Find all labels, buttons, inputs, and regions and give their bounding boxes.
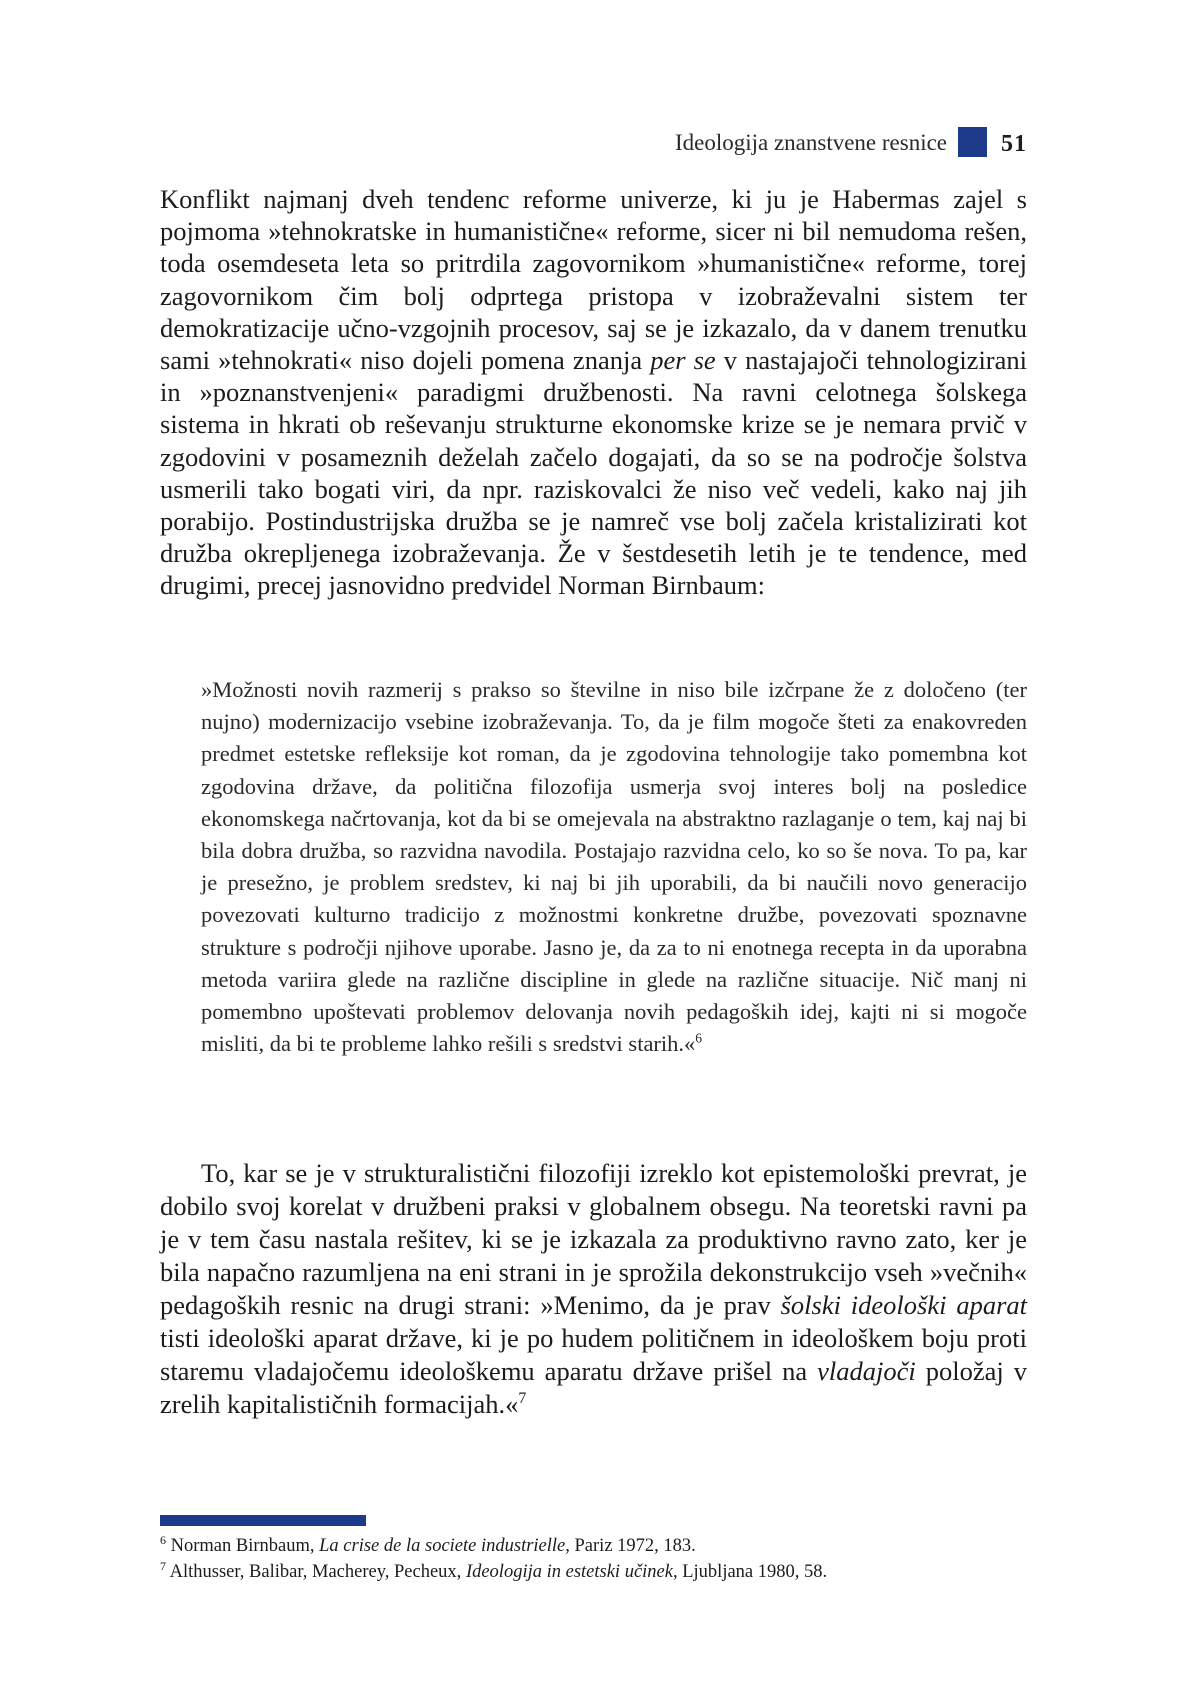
emphasis-dominant: vladajoči	[817, 1356, 916, 1386]
quote-text: »Možnosti novih razmerij s prakso so številne in niso bile izčrpane že z določeno (ter nujno) modernizacijo vsebine izobraževanja. To, da je film mogoče šteti za enakovreden predmet estetske refleksije kot roman, da je zgodovina tehnologije tako pomembna kot zgodovina države, da politična filozofija usmerja svoj interes bolj na posledice ekonomskega načrtovanja, kot da bi se omejevala na abstraktno razlaganje o tem, kaj naj bi bila dobra družba, so razvidna navodila. Postajajo razvidna celo, ko so še nova. To pa, kar je presežno, je problem sredstev, ki naj bi jih uporabili, da bi naučili novo generacijo povezovati kulturno tradicijo z možnostmi konkretne družbe, povezovati spoznavne strukture s področji njihove uporabe. Jasno je, da za to ni enotnega recepta in da uporabna metoda variira glede na različne discipline in glede na različne situacije. Nič manj ni pomembno upoštevati problemov delovanja novih pedagoških idej, kajti ni si mogoče misliti, da bi te probleme lahko rešili s sredstvi starih.«	[201, 677, 1027, 1057]
page-number: 51	[1001, 131, 1027, 157]
paragraph-1-text-a: Konflikt najmanj dveh tendenc reforme univerze, ki ju je Habermas zajel s pojmoma »tehnokratske in humanistične« reforme, sicer ni bil nemudoma rešen, toda osemdeseta leta so pritrdila zagovornikom »humanistične« reforme, torej zagovornikom čim bolj odprtega pristopa v izobraževalni sistem ter demokratizacije učno-vzgojnih procesov, saj se je izkazalo, da v danem trenutku sami »tehnokrati« niso dojeli pomena znanja	[160, 184, 1027, 376]
footnote-7	[160, 1559, 1027, 1585]
footnote-ref-6: 6	[695, 1030, 703, 1046]
body-paragraph-2	[160, 1157, 1027, 1421]
paragraph-1-text-b: v nastajajoči tehnologizirani in »poznanstvenjeni« paradigmi družbenosti. Na ravni celotnega šolskega sistema in hkrati ob reševanju strukturne ekonomske krize se je nemara prvič v zgodovini v posameznih deželah začelo dogajati, da so se na področje šolstva usmerili tako bogati viri, da npr. raziskovalci že niso več vedeli, kako naj jih porabijo. Postindustrijska družba se je namreč vse bolj začela kristalizirati kot družba okrepljenega izobraževanja. Že v šestdesetih letih je te tendence, med drugimi, precej jasnovidno predvidel Norman Birnbaum:	[160, 345, 1028, 601]
footnotes	[160, 1533, 1027, 1585]
emphasis-school-apparatus: šolski ideološki aparat	[780, 1290, 1027, 1320]
footnote-title: La crise de la societe industrielle	[319, 1536, 566, 1556]
footnote-author: Althusser, Balibar, Macherey, Pecheux,	[169, 1562, 466, 1582]
footnote-author: Norman Birnbaum,	[170, 1536, 320, 1556]
paragraph-2-text-c: položaj v zrelih kapitalističnih formacijah.«	[160, 1356, 1028, 1419]
block-quote	[201, 674, 1027, 1060]
body-paragraph-1	[160, 183, 1027, 602]
emphasis-per-se: per se	[650, 345, 716, 376]
footnote-number: 6	[160, 1532, 167, 1547]
footnote-details: , Ljubljana 1980, 58.	[672, 1562, 828, 1582]
footnote-number: 7	[160, 1558, 167, 1573]
paragraph-2-text-a: To, kar se je v strukturalistični filozofiji izreklo kot epistemološki prevrat, je dobilo svoj korelat v družbeni praksi v globalnem obsegu. Na teoretski ravni pa je v tem času nastala rešitev, ki se je izkazala za produktivno ravno zato, ker je bila napačno razumljena na eni strani in je sprožila dekonstrukcijo vseh »večnih« pedagoških resnic na drugi strani: »Menimo, da je prav	[160, 1158, 1027, 1320]
footnote-details: , Pariz 1972, 183.	[565, 1536, 696, 1556]
header-accent-square	[958, 127, 987, 157]
footnote-6	[160, 1533, 1027, 1559]
footnote-ref-7: 7	[518, 1390, 527, 1408]
footnote-separator	[160, 1515, 366, 1526]
running-header	[0, 127, 1187, 167]
footnote-title: Ideologija in estetski učinek	[465, 1562, 673, 1582]
running-title: Ideologija znanstvene resnice	[674, 130, 947, 155]
paragraph-2-text-b: tisti ideološki aparat države, ki je po hudem političnem in ideološkem boju proti staremu vladajočemu ideološkemu aparatu države prišel na	[160, 1323, 1027, 1386]
